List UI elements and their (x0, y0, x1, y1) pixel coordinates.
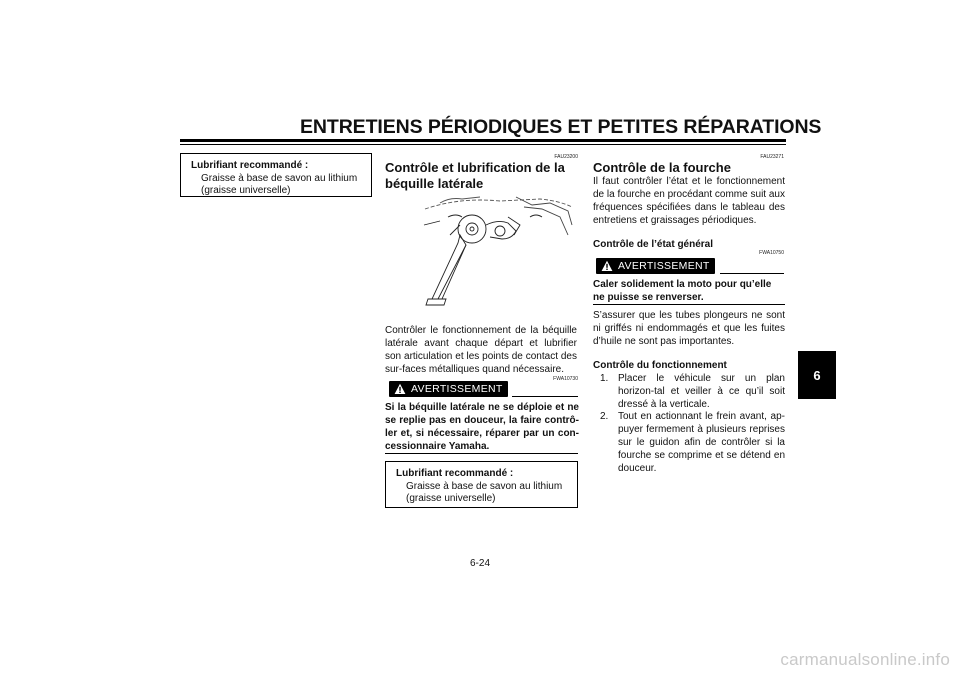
lubricant-box-middle (385, 461, 578, 508)
warning-badge (596, 258, 715, 274)
list-item (600, 410, 785, 476)
warning-rule (512, 396, 578, 397)
fork-general-text: S’assurer que les tubes plongeurs ne sont ni griffés ni endommagés et que les fuites d’huile ne sont pas importantes. (593, 310, 785, 347)
lubricant-line: (graisse universelle) (406, 493, 496, 504)
heading-line: béquille latérale (385, 176, 484, 191)
warning-text: Si la béquille latérale ne se déploie et ne se replie pas en douceur, la faire contrô-ler et, si nécessaire, réparer par un con-cessionnaire Yamaha. (385, 402, 579, 452)
sidestand-illustration (420, 195, 576, 315)
list-text: Placer le véhicule sur un plan horizon-tal et veiller à ce qu’il soit dressé à la verticale. (618, 373, 785, 410)
sidestand-paragraph: Contrôler le fonctionnement de la béquille latérale avant chaque départ et lubrifier son articulation et les points de contact des sur-faces métalliques quand nécessaire. (385, 325, 577, 375)
watermark: carmanualsonline.info (780, 650, 950, 669)
list-number: 1. (600, 373, 609, 384)
chapter-tab: 6 (798, 351, 836, 399)
subheading-general: Contrôle de l’état général (593, 239, 714, 250)
warning-label: AVERTISSEMENT (618, 260, 710, 272)
warning-code: FWA10730 (553, 376, 578, 382)
warning-triangle-icon (601, 260, 613, 272)
section-code: FAU23200 (554, 154, 578, 160)
section-code: FAU23271 (760, 154, 784, 160)
fork-intro: Il faut contrôler l’état et le fonctionnement de la fourche en procédant comme suit aux fréquences spécifiées dans le tableau des entretiens et graissages périodiques. (593, 176, 785, 226)
list-text: Tout en actionnant le frein avant, ap-puyer fermement à plusieurs reprises sur le guidon afin de contrôler si la fourche se comprime et se détend en douceur. (618, 411, 785, 474)
page-title: ENTRETIENS PÉRIODIQUES ET PETITES RÉPARATIONS (300, 116, 822, 138)
header-rule-thin (180, 144, 786, 145)
lubricant-title: Lubrifiant recommandé : (396, 468, 514, 479)
heading-line: Contrôle et lubrification de la (385, 160, 565, 175)
warning-triangle-icon (394, 383, 406, 395)
subheading-operation: Contrôle du fonctionnement (593, 360, 727, 371)
list-number: 2. (600, 411, 609, 422)
warning-text: Caler solidement la moto pour qu’elle ne puisse se renverser. (593, 279, 772, 303)
warning-rule (720, 273, 784, 274)
lubricant-line: Graisse à base de savon au lithium (201, 172, 358, 184)
lubricant-title: Lubrifiant recommandé : (191, 160, 309, 171)
lubricant-box-left (180, 153, 372, 197)
warning-end-rule (385, 453, 578, 454)
warning-end-rule (593, 304, 785, 305)
section-heading: Contrôle de la fourche (593, 160, 731, 175)
header-rule (180, 139, 786, 142)
warning-code: FWA10750 (759, 250, 784, 256)
warning-badge (389, 381, 508, 397)
warning-label: AVERTISSEMENT (411, 383, 503, 395)
lubricant-line: Graisse à base de savon au lithium (406, 480, 563, 492)
lubricant-line: (graisse universelle) (201, 185, 291, 196)
section-heading (385, 160, 585, 192)
page-number: 6-24 (469, 558, 490, 569)
